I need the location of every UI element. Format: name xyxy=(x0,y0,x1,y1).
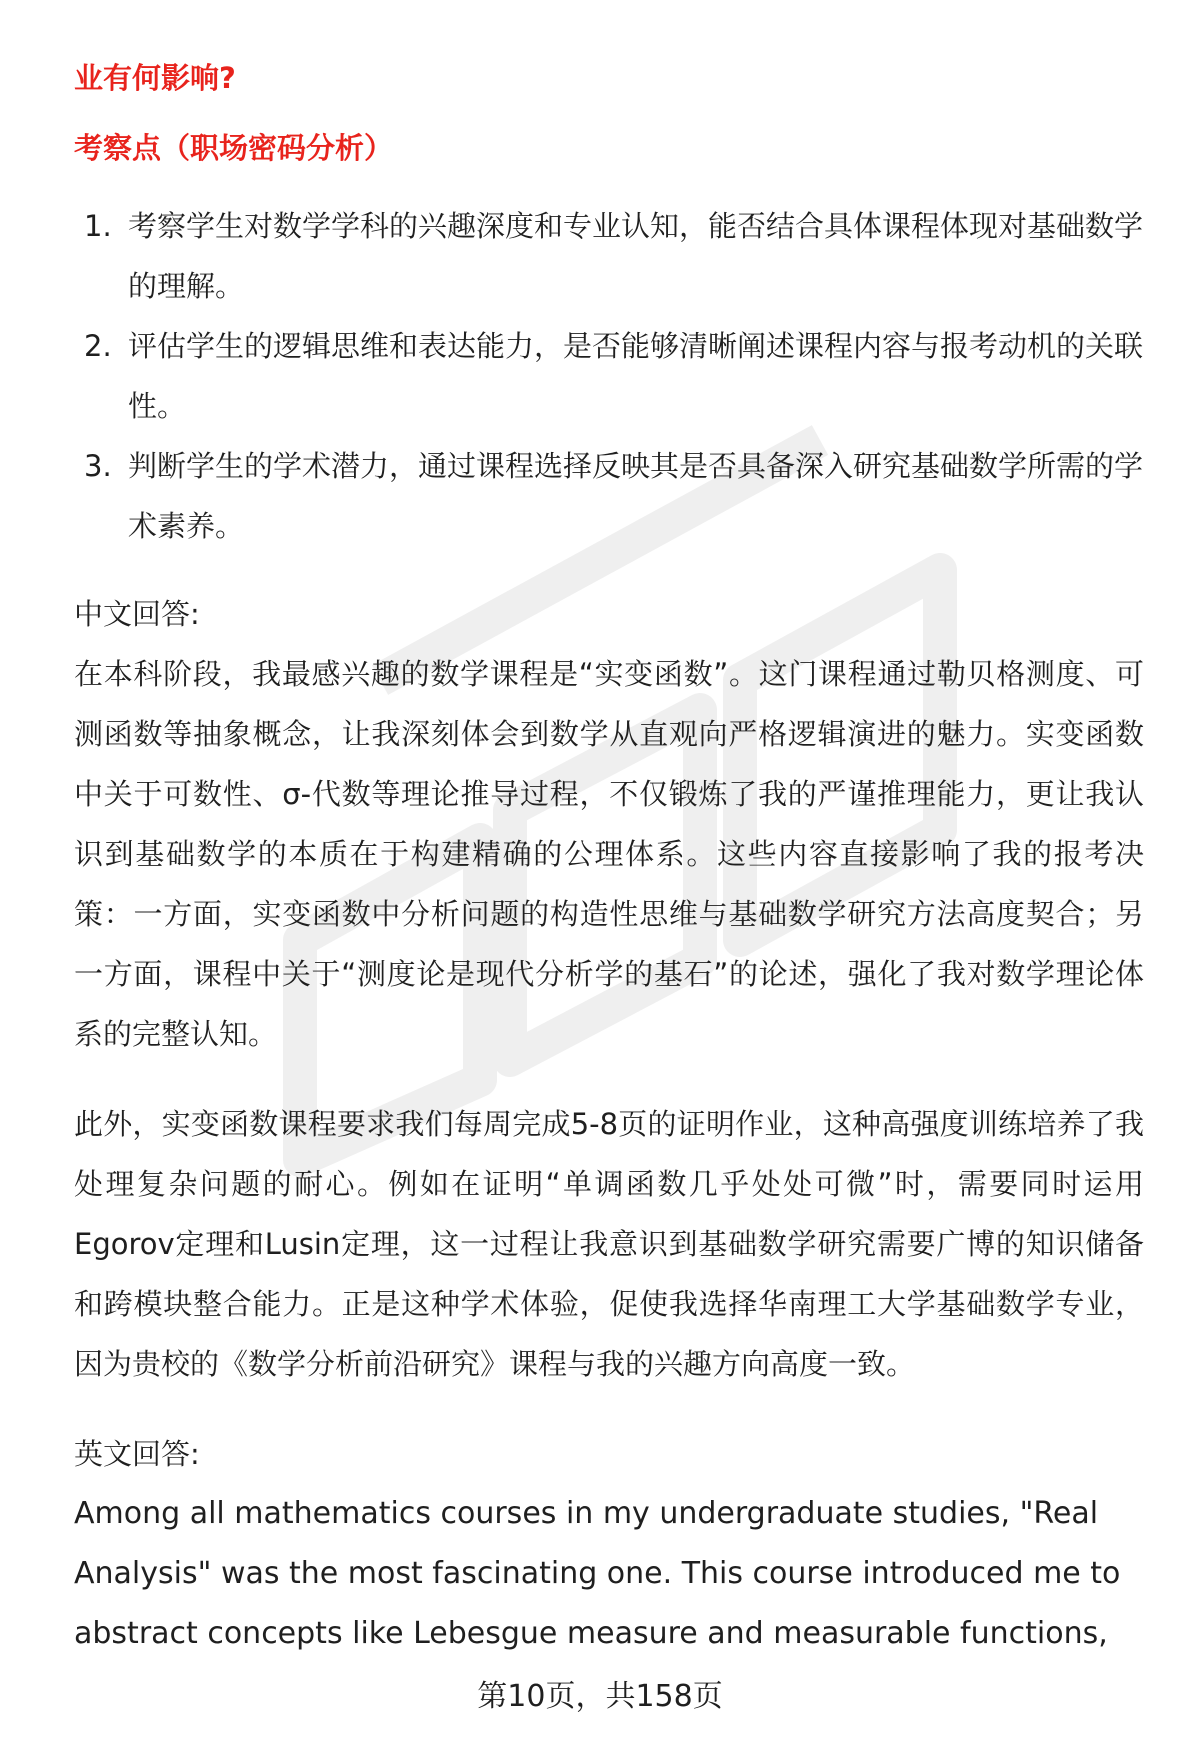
list-item-text: 判断学生的学术潜力，通过课程选择反映其是否具备深入研究基础数学所需的学术素养。 xyxy=(128,449,1144,543)
chinese-answer-label: 中文回答: xyxy=(74,597,200,631)
main-content xyxy=(74,58,1144,1664)
english-answer-label: 英文回答: xyxy=(74,1437,200,1471)
list-item xyxy=(74,196,1144,316)
list-item xyxy=(74,316,1144,436)
list-item-number: 3. xyxy=(84,449,112,483)
chinese-answer-paragraph-1: 在本科阶段，我最感兴趣的数学课程是“实变函数”。这门课程通过勒贝格测度、可测函数等抽象概念，让我深刻体会到数学从直观向严格逻辑演进的魅力。实变函数中关于可数性、σ-代数等理论推导过程，不仅锻炼了我的严谨推理能力，更让我认识到基础数学的本质在于构建精确的公理体系。这些内容直接影响了我的报考决策：一方面，实变函数中分析问题的构造性思维与基础数学研究方法高度契合；另一方面，课程中关于“测度论是现代分析学的基石”的论述，强化了我对数学理论体系的完整认知。 xyxy=(74,657,1144,1051)
analysis-heading: 考察点（职场密码分析） xyxy=(74,131,394,165)
list-item-text: 评估学生的逻辑思维和表达能力，是否能够清晰阐述课程内容与报考动机的关联性。 xyxy=(128,329,1144,423)
english-line: Analysis" was the most fascinating one. This course introduced me to xyxy=(74,1556,1121,1591)
list-item xyxy=(74,436,1144,556)
list-item-number: 1. xyxy=(84,209,112,243)
english-line: Among all mathematics courses in my undergraduate studies, "Real xyxy=(74,1496,1099,1531)
list-item-text: 考察学生对数学学科的兴趣深度和专业认知，能否结合具体课程体现对基础数学的理解。 xyxy=(128,209,1144,303)
question-heading-tail: 业有何影响? xyxy=(74,61,236,95)
chinese-answer-paragraph-2: 此外，实变函数课程要求我们每周完成5-8页的证明作业，这种高强度训练培养了我处理复杂问题的耐心。例如在证明“单调函数几乎处处可微”时，需要同时运用Egorov定理和Lusin定理，这一过程让我意识到基础数学研究需要广博的知识储备和跨模块整合能力。正是这种学术体验，促使我选择华南理工大学基础数学专业，因为贵校的《数学分析前沿研究》课程与我的兴趣方向高度一致。 xyxy=(74,1107,1144,1381)
english-line: abstract concepts like Lebesgue measure and measurable functions, xyxy=(74,1616,1108,1651)
page-number-footer: 第10页，共158页 xyxy=(477,1679,723,1714)
list-item-number: 2. xyxy=(84,329,112,363)
analysis-points-list xyxy=(74,196,1144,556)
english-answer-paragraph xyxy=(74,1484,1144,1664)
